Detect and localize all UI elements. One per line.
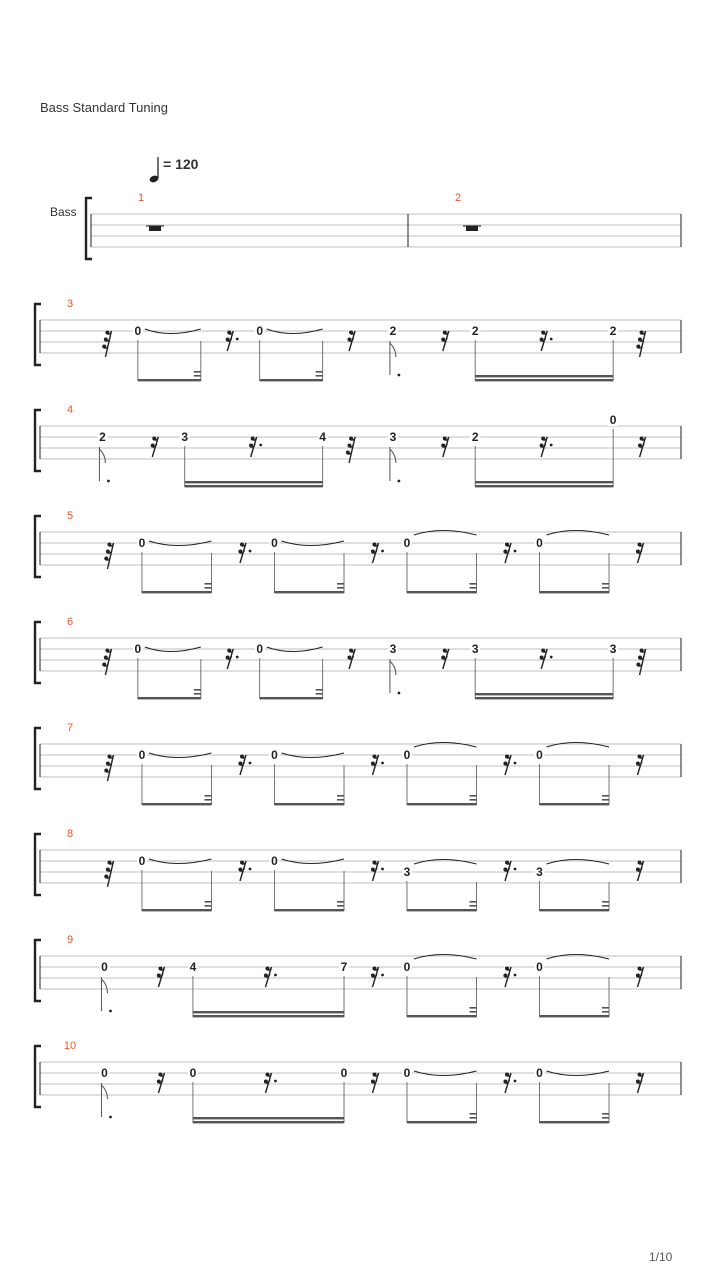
beam-stub (337, 795, 344, 797)
measure (67, 722, 644, 805)
fret-number: 0 (189, 1066, 197, 1080)
beam (475, 481, 613, 483)
eighth-flag (390, 341, 400, 376)
beam (539, 1015, 609, 1017)
beam (407, 591, 477, 593)
beam (539, 803, 609, 805)
measure (67, 404, 646, 487)
fret-number: 0 (536, 748, 543, 762)
dotted16-rest (238, 861, 251, 882)
half-rest (463, 226, 481, 231)
tab-system (35, 404, 681, 487)
16th-rest (636, 755, 644, 776)
beam-stub (470, 901, 477, 903)
beam-stub (194, 371, 201, 373)
beam-stub (337, 583, 344, 585)
tab-system (35, 934, 681, 1017)
16th-rest (636, 967, 644, 988)
fret-number: 3 (389, 430, 397, 444)
dotted16-rest (238, 543, 251, 564)
dot (398, 374, 401, 377)
fret-number: 0 (271, 748, 278, 762)
tempo-label: = 120 (163, 156, 199, 172)
16th-rest (638, 437, 646, 458)
dotted16-rest (371, 967, 384, 988)
beam-stub (470, 905, 477, 907)
measure (67, 616, 646, 699)
measure (67, 828, 644, 911)
beam-stub (316, 693, 323, 695)
beam-stub (205, 905, 212, 907)
tie-arc (546, 860, 609, 865)
fret-number: 0 (403, 536, 411, 550)
instrument-name: Bass (50, 205, 77, 219)
beamed-group (402, 531, 477, 594)
dotted16-rest (540, 331, 553, 352)
16th-rest (636, 1073, 644, 1094)
beam (274, 591, 344, 593)
16th-rest (441, 649, 449, 670)
beam-stub (205, 587, 212, 589)
beam-stub (205, 901, 212, 903)
tie-arc (414, 860, 477, 865)
16th-rest (347, 331, 355, 352)
page-number: 1/10 (649, 1250, 673, 1264)
beam-stub (470, 795, 477, 797)
fret-number: 0 (271, 854, 278, 868)
dot (109, 1010, 112, 1013)
dotted16-rest (371, 543, 384, 564)
eighth-flag (99, 447, 109, 482)
beam (142, 803, 212, 805)
beam (475, 693, 613, 695)
tie-arc (546, 955, 609, 960)
fret-number: 2 (609, 324, 617, 338)
dotted16-rest (249, 437, 262, 458)
16th-rest (636, 861, 644, 882)
dotted16-rest (540, 649, 553, 670)
16th-rest (157, 967, 165, 988)
tie-arc (414, 955, 477, 960)
dot (109, 1116, 112, 1119)
half-rest (146, 226, 164, 231)
beam-stub (316, 371, 323, 373)
beam-stub (470, 1007, 477, 1009)
beam-stub (602, 905, 609, 907)
beam (185, 485, 323, 487)
tab-system (35, 298, 681, 381)
beam-stub (205, 795, 212, 797)
beam-stub (470, 1011, 477, 1013)
fret-number: 3 (181, 430, 189, 444)
dot (398, 692, 401, 695)
measure (64, 1040, 644, 1123)
beamed-group (534, 531, 609, 594)
measure-number: 8 (66, 828, 74, 840)
measure-number: 2 (454, 192, 462, 204)
beam (539, 591, 609, 593)
dotted16-rest (226, 649, 239, 670)
beam (475, 697, 613, 699)
dot (107, 480, 110, 483)
beam (475, 375, 613, 377)
measure-number: 4 (66, 404, 74, 416)
fret-number: 2 (389, 324, 397, 338)
fret-number: 0 (340, 1066, 348, 1080)
beam-stub (602, 795, 609, 797)
beam (539, 909, 609, 911)
fret-number: 0 (138, 748, 146, 762)
measure-number: 6 (66, 616, 74, 628)
beam-stub (470, 799, 477, 801)
beamed-group (534, 743, 609, 806)
fret-number: 2 (99, 430, 106, 444)
fret-number: 0 (138, 536, 146, 550)
beam-stub (316, 689, 323, 691)
eighth-flag (390, 447, 400, 482)
tie-arc (546, 743, 609, 748)
fret-number: 4 (189, 960, 197, 974)
beam-stub (602, 1011, 609, 1013)
beam-stub (602, 1007, 609, 1009)
beam-stub (602, 1117, 609, 1119)
16th-rest (347, 649, 355, 670)
tempo-note-icon (149, 157, 160, 184)
eighth-flag (390, 659, 400, 694)
dot (398, 480, 401, 483)
beam-stub (602, 583, 609, 585)
16th-rest (151, 437, 159, 458)
measure-number: 9 (66, 934, 74, 946)
fret-number: 2 (471, 430, 479, 444)
beam (185, 481, 323, 483)
beam-stub (470, 583, 477, 585)
dotted16-rest (226, 331, 239, 352)
beam-stub (337, 905, 344, 907)
dotted16-rest (540, 437, 553, 458)
beamed-group (402, 860, 477, 912)
dotted16-rest (503, 755, 516, 776)
tab-system (35, 510, 681, 593)
measure (67, 934, 644, 1017)
fret-number: 0 (256, 642, 264, 656)
beam (138, 379, 201, 381)
measure (67, 298, 646, 381)
beam (407, 1015, 477, 1017)
dotted16-rest (264, 1073, 277, 1094)
fret-number: 3 (609, 642, 617, 656)
tuning-label: Bass Standard Tuning (40, 100, 168, 115)
beam-stub (470, 1117, 477, 1119)
dotted16-rest (503, 543, 516, 564)
beam-stub (194, 693, 201, 695)
fret-number: 2 (471, 324, 479, 338)
beamed-group (534, 955, 609, 1018)
beam-stub (316, 375, 323, 377)
beam-stub (602, 799, 609, 801)
measure (67, 510, 644, 593)
tab-system (35, 722, 681, 805)
dotted16-rest (503, 861, 516, 882)
beam-stub (194, 375, 201, 377)
beam (475, 485, 613, 487)
beam (475, 379, 613, 381)
fret-number: 3 (389, 642, 397, 656)
tab-system (35, 616, 681, 699)
fret-number: 0 (609, 413, 617, 427)
beam (142, 591, 212, 593)
beamed-group (402, 955, 477, 1018)
beam-stub (205, 583, 212, 585)
eighth-flag (101, 977, 111, 1012)
tie-arc (414, 531, 477, 536)
fret-number: 0 (403, 960, 411, 974)
beam (407, 1121, 477, 1123)
16th-rest (157, 1073, 165, 1094)
beam-stub (470, 587, 477, 589)
fret-number: 0 (138, 854, 146, 868)
fret-number: 3 (403, 865, 411, 879)
beam-stub (194, 689, 201, 691)
beam (260, 379, 323, 381)
16th-rest (636, 543, 644, 564)
fret-number: 7 (340, 960, 348, 974)
beam-stub (337, 799, 344, 801)
fret-number: 4 (319, 430, 326, 444)
measure-number: 10 (63, 1040, 77, 1052)
beamed-group (402, 743, 477, 806)
fret-number: 0 (271, 536, 278, 550)
beam-stub (337, 587, 344, 589)
tie-arc (546, 531, 609, 536)
fret-number: 0 (536, 1066, 543, 1080)
beamed-group (534, 860, 609, 912)
dotted16-rest (503, 967, 516, 988)
16th-rest (441, 331, 449, 352)
eighth-flag (101, 1083, 111, 1118)
beam (142, 909, 212, 911)
dotted16-rest (238, 755, 251, 776)
measure-number: 7 (66, 722, 74, 734)
beam (539, 1121, 609, 1123)
fret-number: 0 (536, 536, 543, 550)
fret-number: 0 (403, 1066, 411, 1080)
fret-number: 0 (403, 748, 411, 762)
beam-stub (602, 1113, 609, 1115)
measure-number: 1 (137, 192, 145, 204)
dotted16-rest (503, 1073, 516, 1094)
beam-stub (602, 901, 609, 903)
beam (260, 697, 323, 699)
fret-number: 0 (134, 642, 142, 656)
fret-number: 0 (256, 324, 264, 338)
fret-number: 0 (134, 324, 142, 338)
beam-stub (205, 799, 212, 801)
beam (193, 1121, 344, 1123)
tab-system (35, 1040, 681, 1123)
beam (193, 1015, 344, 1017)
beam (274, 803, 344, 805)
fret-number: 3 (536, 865, 543, 879)
beamed-group (470, 413, 618, 487)
tie-arc (414, 743, 477, 748)
dotted16-rest (371, 755, 384, 776)
beam-stub (470, 1113, 477, 1115)
measure-number: 5 (66, 510, 74, 522)
fret-number: 0 (536, 960, 543, 974)
tab-system (86, 192, 681, 259)
beam (193, 1117, 344, 1119)
16th-rest (371, 1073, 379, 1094)
dotted16-rest (371, 861, 384, 882)
16th-rest (441, 437, 449, 458)
dotted16-rest (264, 967, 277, 988)
measure-number: 3 (66, 298, 74, 310)
beam-stub (602, 587, 609, 589)
beam (274, 909, 344, 911)
beam (407, 803, 477, 805)
fret-number: 0 (101, 960, 108, 974)
tab-system (35, 828, 681, 911)
beam (193, 1011, 344, 1013)
beam (407, 909, 477, 911)
beam (138, 697, 201, 699)
fret-number: 3 (471, 642, 479, 656)
fret-number: 0 (101, 1066, 108, 1080)
beam-stub (337, 901, 344, 903)
